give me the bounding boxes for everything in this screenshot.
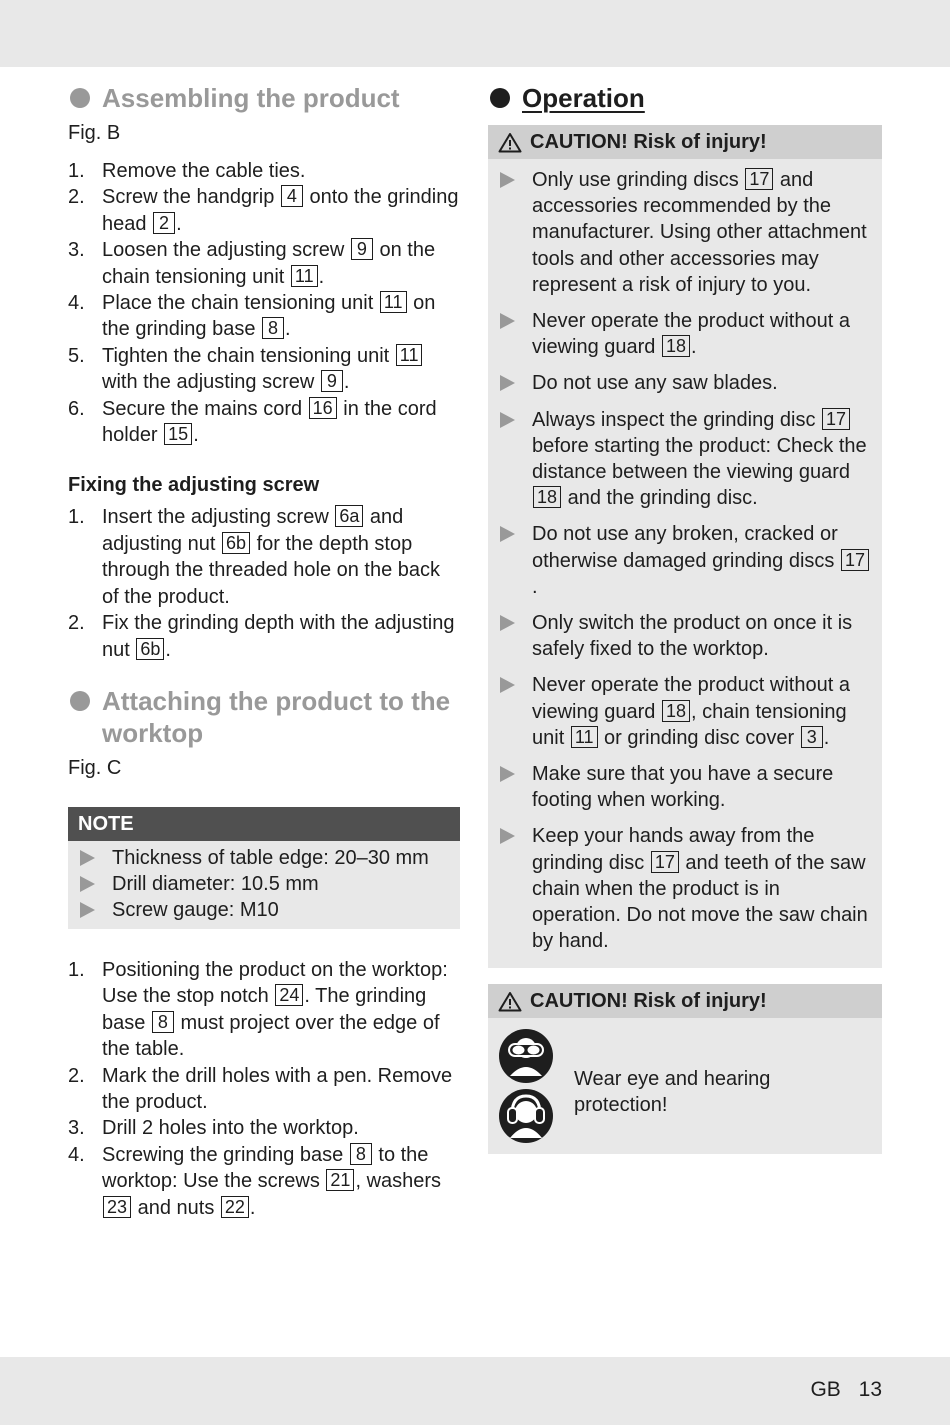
step-number: 1.: [68, 506, 85, 529]
text-fragment: and teeth of the saw chain when the product is in operation. Do not move the saw chain by hand.: [532, 851, 868, 953]
caution-item: [498, 823, 874, 954]
part-reference-number: 9: [321, 370, 343, 392]
step-number: 4.: [68, 292, 85, 315]
text-fragment: Secure the mains cord: [102, 397, 308, 420]
text-fragment: Screw the handgrip: [102, 186, 280, 209]
text-fragment: Only switch the product on once it is safely fixed to the worktop.: [532, 612, 853, 661]
text-fragment: .: [532, 575, 538, 598]
caution-item-text: [532, 521, 874, 600]
text-fragment: onto the grinding head: [102, 186, 459, 235]
text-fragment: . The grinding base: [102, 985, 427, 1034]
triangle-bullet-icon: [500, 677, 515, 693]
text-fragment: .: [165, 638, 171, 661]
caution-item-text: [532, 407, 874, 512]
triangle-bullet-icon: [500, 313, 515, 329]
text-fragment: in the cord holder: [102, 397, 437, 447]
text-fragment: .: [193, 424, 199, 447]
text-fragment: and adjusting nut: [102, 506, 404, 555]
step-text: [102, 610, 460, 663]
text-fragment: Screwing the grinding base: [102, 1143, 349, 1166]
text-fragment: must project over the edge of the table.: [102, 1011, 440, 1061]
text-fragment: .: [176, 212, 182, 235]
assembly-steps: [68, 158, 460, 448]
caution-item-text: [532, 167, 874, 298]
note-item-text: Screw gauge: M10: [112, 898, 279, 921]
triangle-bullet-icon: [80, 902, 95, 918]
language-code: GB: [810, 1378, 841, 1401]
part-reference-number: 18: [662, 335, 690, 357]
text-fragment: .: [691, 336, 697, 359]
ppe-row: [488, 1018, 882, 1154]
caution-item-text: [532, 761, 874, 813]
triangle-bullet-icon: [80, 876, 95, 892]
part-reference-number: 11: [291, 265, 318, 287]
text-fragment: .: [343, 371, 350, 394]
part-reference-number: 3: [801, 726, 823, 748]
part-reference-number: 16: [309, 397, 337, 419]
triangle-bullet-icon: [500, 375, 515, 391]
attaching-steps: [68, 957, 460, 1221]
step-text: [102, 1115, 460, 1141]
note-item: [78, 845, 452, 871]
caution-title: CAUTION! Risk of injury!: [530, 990, 767, 1013]
part-reference-number: 2: [153, 212, 175, 234]
step-text: [102, 343, 460, 396]
text-fragment: or grinding disc cover: [598, 726, 800, 749]
step-text: [102, 1142, 460, 1221]
step-number: 1.: [68, 958, 85, 981]
step-item: [68, 158, 460, 184]
part-reference-number: 9: [351, 238, 373, 260]
step-number: 2.: [68, 612, 85, 635]
text-fragment: Tighten the chain tensioning unit: [102, 344, 395, 367]
part-reference-number: 11: [380, 291, 407, 313]
figure-reference: Fig. B: [68, 122, 121, 144]
text-fragment: Drill 2 holes into the worktop.: [102, 1117, 359, 1140]
part-reference-number: 11: [396, 344, 423, 366]
caution-box-ppe: [488, 984, 882, 1154]
step-text: [102, 957, 460, 1063]
text-fragment: and nuts: [132, 1196, 220, 1219]
note-box: [68, 807, 460, 929]
step-text: [102, 504, 460, 610]
part-reference-number: 15: [164, 423, 192, 445]
left-column: [68, 82, 460, 1221]
section-heading-assembling: [68, 82, 460, 114]
bullet-dot-icon: [490, 88, 510, 108]
part-reference-number: 17: [822, 408, 850, 430]
step-item: [68, 957, 460, 1063]
bullet-dot-icon: [70, 88, 90, 108]
part-reference-number: 18: [662, 700, 690, 722]
part-reference-number: 23: [103, 1196, 131, 1218]
step-number: 4.: [68, 1143, 85, 1166]
step-text: [102, 396, 460, 449]
text-fragment: before starting the product: Check the distance between the viewing guard: [532, 434, 867, 484]
step-number: 3.: [68, 1117, 85, 1140]
text-fragment: Only use grinding discs: [532, 169, 745, 191]
hearing-protection-icon: [498, 1088, 554, 1144]
step-item: [68, 237, 460, 290]
part-reference-number: 24: [275, 984, 303, 1006]
step-text: [102, 290, 460, 343]
part-reference-number: 11: [571, 726, 598, 748]
caution-item: [498, 407, 874, 512]
page-footer: [810, 1378, 882, 1402]
text-fragment: Place the chain tensioning unit: [102, 292, 379, 315]
warning-triangle-icon: [498, 991, 522, 1012]
section-title: Operation: [522, 83, 645, 113]
section-title: Assembling the product: [102, 83, 400, 113]
text-fragment: with the adjusting screw: [102, 371, 320, 394]
caution-item: [498, 761, 874, 813]
step-item: [68, 1142, 460, 1221]
text-fragment: , washers: [355, 1170, 442, 1193]
step-number: 2.: [68, 186, 85, 209]
text-fragment: Do not use any broken, cracked or otherwise damaged grinding discs: [532, 523, 840, 572]
text-fragment: , chain tensioning unit: [532, 700, 847, 749]
step-text: [102, 184, 460, 237]
text-fragment: Keep your hands away from the grinding disc: [532, 825, 815, 874]
step-text: [102, 158, 460, 184]
caution-item-text: [532, 370, 874, 396]
caution-item: [498, 167, 874, 298]
text-fragment: .: [823, 726, 830, 749]
part-reference-number: 8: [262, 317, 284, 339]
text-fragment: Never operate the product without a viewing guard: [532, 310, 850, 359]
text-fragment: on the chain tensioning unit: [102, 239, 436, 288]
eye-protection-icon: [498, 1028, 554, 1084]
part-reference-number: 6a: [335, 505, 363, 527]
caution-header: [488, 125, 882, 159]
text-fragment: Fix the grinding depth with the adjusting nut: [102, 612, 455, 661]
text-fragment: .: [249, 1196, 256, 1219]
warning-triangle-icon: [498, 132, 522, 153]
text-fragment: for the depth stop through the threaded hole on the back of the product.: [102, 532, 441, 608]
text-fragment: Insert the adjusting screw: [102, 506, 335, 529]
text-fragment: Positioning the product on the worktop: Use the stop notch: [102, 958, 448, 1008]
part-reference-number: 21: [326, 1169, 354, 1191]
text-fragment: to the worktop: Use the screws: [102, 1143, 429, 1193]
text-fragment: Mark the drill holes with a pen. Remove the product.: [102, 1064, 453, 1113]
triangle-bullet-icon: [500, 412, 515, 428]
subheading-fixing: Fixing the adjusting screw: [68, 474, 320, 497]
text-fragment: Loosen the adjusting screw: [102, 239, 350, 262]
step-number: 5.: [68, 344, 85, 367]
step-number: 3.: [68, 239, 85, 262]
text-fragment: and accessories recommended by the manufacturer. Using other attachment tools and other accessories may represent a risk of injury to you.: [532, 169, 867, 296]
step-item: [68, 610, 460, 663]
part-reference-number: 8: [152, 1011, 174, 1033]
caution-item-text: [532, 610, 874, 662]
caution-header: [488, 984, 882, 1018]
page-number: 13: [858, 1378, 882, 1401]
ppe-instruction: Wear eye and hearing protection!: [574, 1068, 771, 1117]
footer-bar: [0, 1357, 950, 1425]
step-item: [68, 1063, 460, 1116]
right-column: [488, 82, 882, 1154]
step-number: 6.: [68, 397, 85, 420]
text-fragment: .: [318, 265, 325, 288]
text-fragment: Never operate the product without a viewing guard: [532, 674, 850, 723]
text-fragment: and the grinding disc.: [562, 487, 758, 510]
part-reference-number: 18: [533, 486, 561, 508]
bullet-dot-icon: [70, 691, 90, 711]
caution-item: [498, 521, 874, 600]
triangle-bullet-icon: [500, 172, 515, 188]
section-title: Attaching the product to the worktop: [102, 685, 451, 748]
part-reference-number: 6b: [136, 638, 164, 660]
caution-title: CAUTION! Risk of injury!: [530, 131, 767, 153]
step-item: [68, 184, 460, 237]
step-item: [68, 290, 460, 343]
part-reference-number: 8: [350, 1143, 372, 1165]
caution-item-text: [532, 823, 874, 954]
caution-item: [498, 370, 874, 396]
note-item: [78, 897, 452, 923]
part-reference-number: 17: [841, 549, 869, 571]
triangle-bullet-icon: [500, 828, 515, 844]
triangle-bullet-icon: [500, 526, 515, 542]
figure-reference: Fig. C: [68, 756, 122, 779]
step-text: [102, 1063, 460, 1116]
note-title: NOTE: [68, 807, 460, 841]
step-item: [68, 343, 460, 396]
step-number: 2.: [68, 1064, 85, 1087]
caution-item: [498, 308, 874, 360]
triangle-bullet-icon: [500, 766, 515, 782]
step-item: [68, 396, 460, 449]
note-item-text: Drill diameter: 10.5 mm: [112, 872, 319, 895]
triangle-bullet-icon: [500, 615, 515, 631]
part-reference-number: 4: [281, 185, 303, 207]
triangle-bullet-icon: [80, 850, 95, 866]
part-reference-number: 22: [221, 1196, 249, 1218]
note-item-text: Thickness of table edge: 20–30 mm: [112, 846, 429, 869]
note-items: [68, 841, 460, 929]
step-item: [68, 504, 460, 610]
section-heading-operation: [488, 82, 882, 114]
step-item: [68, 1115, 460, 1141]
caution-item: [498, 610, 874, 662]
fixing-steps: [68, 504, 460, 662]
caution-item-text: [532, 672, 874, 751]
part-reference-number: 17: [651, 851, 679, 873]
text-fragment: Remove the cable ties.: [102, 160, 306, 182]
note-item: [78, 871, 452, 897]
step-number: 1.: [68, 160, 85, 182]
text-fragment: Do not use any saw blades.: [532, 372, 778, 395]
section-heading-attaching: [68, 685, 460, 749]
text-fragment: Make sure that you have a secure footing when working.: [532, 763, 834, 812]
caution-items: [488, 159, 882, 968]
ppe-icons: [498, 1028, 554, 1144]
text-fragment: Always inspect the grinding disc: [532, 408, 822, 431]
part-reference-number: 17: [745, 168, 773, 190]
caution-box-operation: [488, 125, 882, 968]
text-fragment: .: [285, 318, 291, 341]
caution-item: [498, 672, 874, 751]
text-fragment: on the grinding base: [102, 292, 436, 341]
part-reference-number: 6b: [222, 532, 250, 554]
caution-item-text: [532, 308, 874, 360]
step-text: [102, 237, 460, 290]
top-bar: [0, 0, 950, 67]
